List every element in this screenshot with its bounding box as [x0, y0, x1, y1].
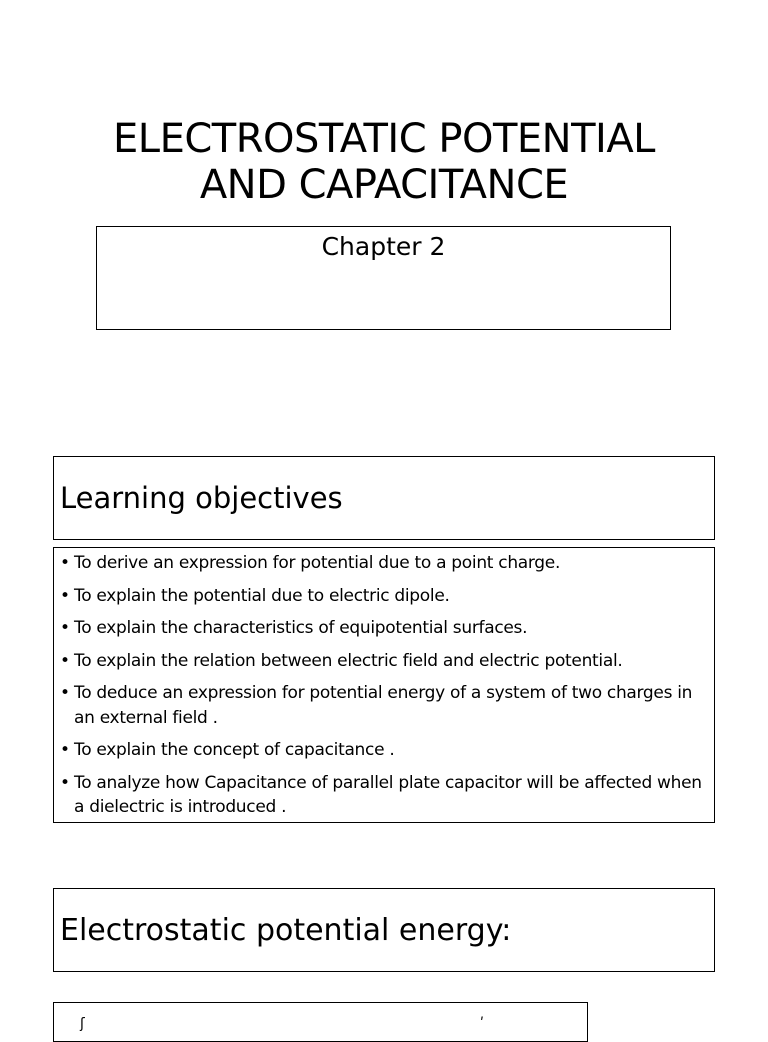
objective-text: To explain the relation between electric field and electric potential.	[74, 650, 623, 671]
learning-objectives-heading: Learning objectives	[60, 481, 343, 515]
slide-title	[0, 116, 768, 208]
bullet-icon: •	[60, 740, 70, 760]
objective-item	[60, 616, 710, 641]
bullet-icon: •	[60, 772, 70, 793]
objective-text: To deduce an expression for potential energy of a system of two charges in an external field .	[74, 683, 693, 728]
objectives-list	[60, 551, 710, 820]
bullet-icon: •	[60, 553, 70, 573]
partial-glyph: ʹ	[480, 1016, 484, 1032]
objective-item	[60, 738, 710, 763]
title-line-1: ELECTROSTATIC POTENTIAL	[113, 116, 655, 162]
partial-content-box	[53, 1002, 588, 1042]
subtitle-box	[96, 226, 671, 330]
partial-glyph: ʃ	[80, 1016, 85, 1032]
objective-text: To explain the concept of capacitance .	[74, 740, 395, 760]
objective-text: To derive an expression for potential due to a point charge.	[74, 553, 561, 573]
objective-item	[60, 681, 710, 730]
bullet-icon: •	[60, 585, 70, 606]
bullet-icon: •	[60, 618, 70, 638]
title-line-2: AND CAPACITANCE	[199, 162, 569, 208]
objective-item	[60, 551, 710, 576]
potential-energy-heading-box	[53, 888, 715, 972]
objective-text: To analyze how Capacitance of parallel plate capacitor will be affected when a dielectric is introduced .	[74, 772, 702, 817]
bullet-icon: •	[60, 650, 70, 671]
objective-item	[60, 649, 710, 674]
bullet-icon: •	[60, 683, 70, 703]
objectives-list-box	[53, 547, 715, 823]
objective-item	[60, 771, 710, 820]
objective-item	[60, 584, 710, 609]
objective-text: To explain the characteristics of equipotential surfaces.	[74, 618, 528, 638]
objective-text: To explain the potential due to electric dipole.	[74, 585, 450, 606]
learning-objectives-heading-box	[53, 456, 715, 540]
chapter-subtitle: Chapter 2	[321, 232, 446, 261]
potential-energy-heading: Electrostatic potential energy:	[60, 912, 512, 948]
